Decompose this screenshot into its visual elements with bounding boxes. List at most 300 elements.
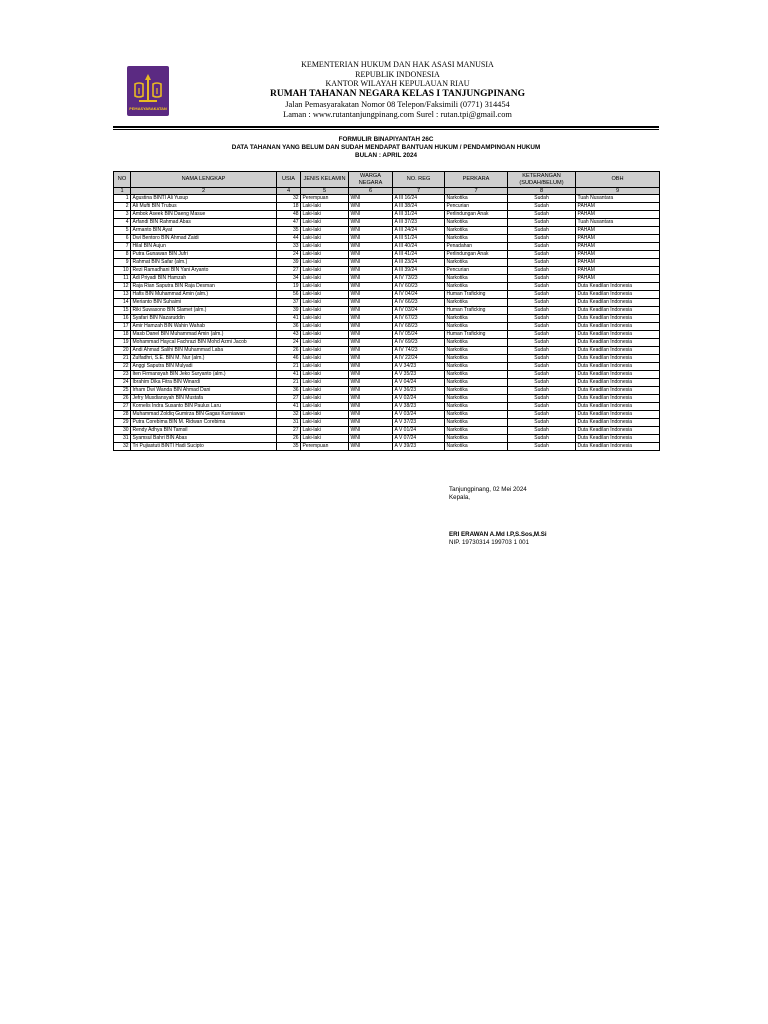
cell-col-no: 7	[114, 243, 131, 251]
cell-col-gender: Laki-laki	[301, 307, 349, 315]
cell-col-case: Narkotika	[445, 283, 508, 291]
cell-col-no: 28	[114, 411, 131, 419]
cell-col-age: 26	[277, 347, 301, 355]
cell-col-obh: Duta Keadilan Indonesia	[576, 355, 660, 363]
cell-col-no: 1	[114, 195, 131, 203]
cell-col-gender: Perempuan	[301, 195, 349, 203]
cell-col-age: 39	[277, 259, 301, 267]
table-row	[114, 227, 660, 235]
cell-col-gender: Laki-laki	[301, 243, 349, 251]
table-row	[114, 219, 660, 227]
table-row	[114, 395, 660, 403]
cell-col-gender: Laki-laki	[301, 299, 349, 307]
contact-line: Laman : www.rutantanjungpinang.com Surel : rutan.tpi@gmail.com	[283, 109, 512, 119]
cell-col-reg: A III 39/24	[393, 267, 445, 275]
cell-col-reg: A V 38/23	[393, 403, 445, 411]
cell-col-no: 2	[114, 203, 131, 211]
cell-col-reg: A V 37/23	[393, 419, 445, 427]
cell-col-obh: Duta Keadilan Indonesia	[576, 339, 660, 347]
cell-col-case: Pencurian	[445, 203, 508, 211]
cell-col-no: 10	[114, 267, 131, 275]
cell-col-no: 16	[114, 315, 131, 323]
cell-col-citizenship: WNI	[349, 371, 393, 379]
cell-col-name: Masb Danel BIN Muhammad Amin (alm.)	[131, 331, 277, 339]
cell-col-citizenship: WNI	[349, 211, 393, 219]
cell-col-case: Narkotika	[445, 403, 508, 411]
cell-col-obh: PAHAM	[576, 251, 660, 259]
cell-col-reg: A IV 74/23	[393, 347, 445, 355]
header-col-status: KETERANGAN (SUDAH/BELUM)	[508, 172, 576, 188]
cell-col-case: Narkotika	[445, 259, 508, 267]
cell-col-citizenship: WNI	[349, 219, 393, 227]
cell-col-citizenship: WNI	[349, 387, 393, 395]
cell-col-case: Narkotika	[445, 355, 508, 363]
cell-col-case: Human Traficking	[445, 291, 508, 299]
cell-col-case: Narkotika	[445, 235, 508, 243]
cell-col-reg: A III 38/24	[393, 203, 445, 211]
cell-col-gender: Laki-laki	[301, 371, 349, 379]
cell-col-name: Ali Mufti BIN Trubus	[131, 203, 277, 211]
cell-col-gender: Laki-laki	[301, 251, 349, 259]
cell-col-status: Sudah	[508, 427, 576, 435]
cell-col-status: Sudah	[508, 195, 576, 203]
cell-col-case: Pencurian	[445, 267, 508, 275]
cell-col-reg: A IV 66/23	[393, 299, 445, 307]
table-row	[114, 299, 660, 307]
cell-col-reg: A III 40/24	[393, 243, 445, 251]
cell-col-no: 12	[114, 283, 131, 291]
cell-col-reg: A IV 67/23	[393, 315, 445, 323]
header-col-no: NO	[114, 172, 131, 188]
cell-col-age: 27	[277, 395, 301, 403]
cell-col-reg: A III 37/23	[393, 219, 445, 227]
cell-col-citizenship: WNI	[349, 251, 393, 259]
cell-col-reg: A V 36/23	[393, 387, 445, 395]
cell-col-obh: Duta Keadilan Indonesia	[576, 299, 660, 307]
detainee-table	[113, 171, 660, 451]
cell-col-age: 41	[277, 315, 301, 323]
cell-col-gender: Laki-laki	[301, 267, 349, 275]
cell-col-obh: Duta Keadilan Indonesia	[576, 323, 660, 331]
cell-col-gender: Laki-laki	[301, 403, 349, 411]
cell-col-reg: A V 04/24	[393, 379, 445, 387]
cell-col-age: 43	[277, 331, 301, 339]
cell-col-gender: Laki-laki	[301, 227, 349, 235]
cell-col-obh: Duta Keadilan Indonesia	[576, 395, 660, 403]
cell-col-name: Arfandi BIN Rahmad Abas	[131, 219, 277, 227]
cell-col-age: 21	[277, 379, 301, 387]
cell-col-obh: Duta Keadilan Indonesia	[576, 427, 660, 435]
cell-col-case: Narkotika	[445, 395, 508, 403]
cell-col-no: 14	[114, 299, 131, 307]
cell-col-no: 23	[114, 371, 131, 379]
cell-col-age: 31	[277, 419, 301, 427]
table-row	[114, 427, 660, 435]
cell-col-citizenship: WNI	[349, 227, 393, 235]
cell-col-reg: A IV 73/23	[393, 275, 445, 283]
table-row	[114, 387, 660, 395]
table-row	[114, 291, 660, 299]
cell-col-no: 29	[114, 419, 131, 427]
cell-col-reg: A V 35/23	[393, 371, 445, 379]
cell-col-age: 36	[277, 387, 301, 395]
cell-col-citizenship: WNI	[349, 283, 393, 291]
cell-col-case: Narkotika	[445, 371, 508, 379]
cell-col-name: Andi Ahmad Salihi BIN Muhammad Laba	[131, 347, 277, 355]
cell-col-reg: A IV 60/23	[393, 283, 445, 291]
table-row	[114, 331, 660, 339]
cell-col-citizenship: WNI	[349, 291, 393, 299]
cell-col-obh: Duta Keadilan Indonesia	[576, 307, 660, 315]
form-title: FORMULIR BINAPIYANTAH 26C	[338, 136, 434, 143]
cell-col-case: Narkotika	[445, 195, 508, 203]
cell-col-age: 36	[277, 323, 301, 331]
cell-col-reg: A III 31/24	[393, 211, 445, 219]
cell-col-age: 19	[277, 283, 301, 291]
ministry-name: KEMENTERIAN HUKUM DAN HAK ASASI MANUSIA	[301, 60, 494, 69]
cell-col-reg: A IV 68/23	[393, 323, 445, 331]
cell-col-case: Narkotika	[445, 227, 508, 235]
cell-col-citizenship: WNI	[349, 267, 393, 275]
cell-col-citizenship: WNI	[349, 395, 393, 403]
cell-col-gender: Laki-laki	[301, 331, 349, 339]
cell-col-name: Irham Dwi Wanda BIN Ahmad Dani	[131, 387, 277, 395]
table-row	[114, 195, 660, 203]
colnum-col-age: 4	[277, 188, 301, 195]
table-row	[114, 339, 660, 347]
cell-col-case: Narkotika	[445, 387, 508, 395]
form-titles	[113, 136, 659, 159]
cell-col-obh: PAHAM	[576, 203, 660, 211]
cell-col-case: Narkotika	[445, 419, 508, 427]
table-row	[114, 323, 660, 331]
address-line: Jalan Pemasyarakatan Nomor 08 Telepon/Faksimili (0771) 314454	[285, 99, 510, 109]
cell-col-age: 35	[277, 227, 301, 235]
cell-col-no: 5	[114, 227, 131, 235]
colnum-col-no: 1	[114, 188, 131, 195]
cell-col-status: Sudah	[508, 267, 576, 275]
cell-col-no: 3	[114, 211, 131, 219]
cell-col-case: Narkotika	[445, 411, 508, 419]
cell-col-obh: Duta Keadilan Indonesia	[576, 347, 660, 355]
cell-col-status: Sudah	[508, 307, 576, 315]
signatory-name: ERI ERAWAN A.Md I.P,S.Sos,M.Si	[449, 531, 547, 538]
cell-col-citizenship: WNI	[349, 331, 393, 339]
cell-col-no: 9	[114, 259, 131, 267]
cell-col-no: 32	[114, 443, 131, 451]
cell-col-obh: Tuah Nusantara	[576, 219, 660, 227]
cell-col-age: 24	[277, 339, 301, 347]
header-col-name: NAMA LENGKAP	[131, 172, 277, 188]
table-body	[114, 195, 660, 451]
cell-col-obh: PAHAM	[576, 267, 660, 275]
colnum-col-obh: 9	[576, 188, 660, 195]
cell-col-reg: A V 01/24	[393, 427, 445, 435]
cell-col-gender: Laki-laki	[301, 259, 349, 267]
table-row	[114, 379, 660, 387]
cell-col-no: 18	[114, 331, 131, 339]
cell-col-obh: Duta Keadilan Indonesia	[576, 283, 660, 291]
table-row	[114, 259, 660, 267]
cell-col-obh: Duta Keadilan Indonesia	[576, 411, 660, 419]
cell-col-age: 32	[277, 411, 301, 419]
cell-col-citizenship: WNI	[349, 307, 393, 315]
cell-col-no: 27	[114, 403, 131, 411]
cell-col-reg: A IV 05/24	[393, 331, 445, 339]
table-row	[114, 283, 660, 291]
country-name: REPUBLIK INDONESIA	[355, 69, 440, 79]
cell-col-age: 39	[277, 307, 301, 315]
table-row	[114, 251, 660, 259]
cell-col-citizenship: WNI	[349, 235, 393, 243]
cell-col-age: 27	[277, 267, 301, 275]
cell-col-no: 8	[114, 251, 131, 259]
cell-col-name: Ambok Aseek BIN Daeng Masue	[131, 211, 277, 219]
cell-col-status: Sudah	[508, 419, 576, 427]
cell-col-name: Amir Hamzah BIN Wahin Wahab	[131, 323, 277, 331]
cell-col-obh: Duta Keadilan Indonesia	[576, 363, 660, 371]
cell-col-status: Sudah	[508, 355, 576, 363]
table-row	[114, 347, 660, 355]
cell-col-gender: Laki-laki	[301, 379, 349, 387]
cell-col-name: Kornelis Indra Susanto BIN Paulus Laru	[131, 403, 277, 411]
regional-office: KANTOR WILAYAH KEPULAUAN RIAU	[325, 79, 470, 89]
table-row	[114, 363, 660, 371]
cell-col-name: Raja Rian Saputra BIN Raja Desman	[131, 283, 277, 291]
cell-col-gender: Laki-laki	[301, 235, 349, 243]
cell-col-no: 30	[114, 427, 131, 435]
cell-col-age: 34	[277, 275, 301, 283]
cell-col-age: 18	[277, 203, 301, 211]
cell-col-no: 13	[114, 291, 131, 299]
cell-col-age: 44	[277, 235, 301, 243]
cell-col-age: 37	[277, 299, 301, 307]
cell-col-age: 41	[277, 403, 301, 411]
cell-col-name: Hilal BIN Aujun	[131, 243, 277, 251]
institution-logo	[127, 66, 169, 116]
cell-col-obh: PAHAM	[576, 275, 660, 283]
cell-col-gender: Laki-laki	[301, 411, 349, 419]
cell-col-case: Narkotika	[445, 299, 508, 307]
cell-col-citizenship: WNI	[349, 443, 393, 451]
header-col-obh: OBH	[576, 172, 660, 188]
cell-col-gender: Laki-laki	[301, 347, 349, 355]
cell-col-citizenship: WNI	[349, 355, 393, 363]
cell-col-obh: Duta Keadilan Indonesia	[576, 291, 660, 299]
letterhead-rule	[113, 126, 659, 128]
cell-col-gender: Laki-laki	[301, 203, 349, 211]
cell-col-obh: Tuah Nusantara	[576, 195, 660, 203]
cell-col-case: Narkotika	[445, 427, 508, 435]
cell-col-obh: Duta Keadilan Indonesia	[576, 435, 660, 443]
table-row	[114, 435, 660, 443]
cell-col-reg: A V 07/24	[393, 435, 445, 443]
cell-col-reg: A V 02/24	[393, 395, 445, 403]
cell-col-status: Sudah	[508, 323, 576, 331]
cell-col-status: Sudah	[508, 259, 576, 267]
table-row	[114, 419, 660, 427]
cell-col-age: 46	[277, 355, 301, 363]
cell-col-status: Sudah	[508, 379, 576, 387]
colnum-col-reg: 7	[393, 188, 445, 195]
cell-col-reg: A V 03/24	[393, 411, 445, 419]
cell-col-gender: Laki-laki	[301, 363, 349, 371]
colnum-col-name: 2	[131, 188, 277, 195]
cell-col-name: Jefry Musdiansyah BIN Mustafa	[131, 395, 277, 403]
cell-col-obh: Duta Keadilan Indonesia	[576, 371, 660, 379]
cell-col-gender: Laki-laki	[301, 355, 349, 363]
cell-col-status: Sudah	[508, 395, 576, 403]
logo-caption: PEMASYARAKATAN	[129, 107, 167, 111]
cell-col-age: 56	[277, 291, 301, 299]
cell-col-gender: Laki-laki	[301, 339, 349, 347]
cell-col-citizenship: WNI	[349, 379, 393, 387]
cell-col-name: Rendy Adhya BIN Tamsil	[131, 427, 277, 435]
form-period: BULAN : APRIL 2024	[355, 151, 417, 159]
sign-place-date: Tanjungpinang, 02 Mei 2024	[449, 486, 527, 493]
cell-col-citizenship: WNI	[349, 275, 393, 283]
cell-col-status: Sudah	[508, 411, 576, 419]
cell-col-age: 47	[277, 219, 301, 227]
institution-name: RUMAH TAHANAN NEGARA KELAS I TANJUNGPINANG	[269, 88, 526, 99]
header-col-age: USIA	[277, 172, 301, 188]
cell-col-age: 21	[277, 363, 301, 371]
cell-col-status: Sudah	[508, 235, 576, 243]
cell-col-age: 41	[277, 371, 301, 379]
cell-col-obh: PAHAM	[576, 227, 660, 235]
cell-col-no: 25	[114, 387, 131, 395]
cell-col-case: Narkotika	[445, 323, 508, 331]
colnum-col-gender: 5	[301, 188, 349, 195]
table-column-number-row	[114, 188, 660, 195]
colnum-col-citizenship: 6	[349, 188, 393, 195]
cell-col-status: Sudah	[508, 363, 576, 371]
cell-col-status: Sudah	[508, 331, 576, 339]
cell-col-status: Sudah	[508, 299, 576, 307]
cell-col-name: Agustina BINTI Ali Yusup	[131, 195, 277, 203]
cell-col-status: Sudah	[508, 315, 576, 323]
cell-col-name: Hafis BIN Muhammad Amin (alm.)	[131, 291, 277, 299]
header-col-case: PERKARA	[445, 172, 508, 188]
form-subtitle: DATA TAHANAN YANG BELUM DAN SUDAH MENDAPAT BANTUAN HUKUM / PENDAMPINGAN HUKUM	[231, 143, 541, 151]
cell-col-gender: Laki-laki	[301, 395, 349, 403]
cell-col-obh: Duta Keadilan Indonesia	[576, 403, 660, 411]
cell-col-citizenship: WNI	[349, 435, 393, 443]
cell-col-status: Sudah	[508, 339, 576, 347]
cell-col-gender: Laki-laki	[301, 387, 349, 395]
header-col-gender: JENIS KELAMIN	[301, 172, 349, 188]
cell-col-age: 48	[277, 211, 301, 219]
cell-col-citizenship: WNI	[349, 203, 393, 211]
cell-col-gender: Laki-laki	[301, 283, 349, 291]
cell-col-citizenship: WNI	[349, 363, 393, 371]
cell-col-name: Rezi Ramadhani BIN Yani Aryanto	[131, 267, 277, 275]
cell-col-name: Tri Pujiastuti BINTI Hadi Sucipto	[131, 443, 277, 451]
cell-col-status: Sudah	[508, 443, 576, 451]
cell-col-gender: Laki-laki	[301, 419, 349, 427]
cell-col-obh: Duta Keadilan Indonesia	[576, 331, 660, 339]
cell-col-case: Penadahan	[445, 243, 508, 251]
cell-col-case: Narkotika	[445, 435, 508, 443]
cell-col-no: 20	[114, 347, 131, 355]
table-row	[114, 267, 660, 275]
table-row	[114, 275, 660, 283]
cell-col-case: Narkotika	[445, 339, 508, 347]
table-row	[114, 443, 660, 451]
cell-col-gender: Laki-laki	[301, 435, 349, 443]
cell-col-gender: Laki-laki	[301, 427, 349, 435]
cell-col-status: Sudah	[508, 435, 576, 443]
cell-col-no: 15	[114, 307, 131, 315]
cell-col-obh: Duta Keadilan Indonesia	[576, 379, 660, 387]
cell-col-citizenship: WNI	[349, 315, 393, 323]
cell-col-reg: A III 23/24	[393, 259, 445, 267]
cell-col-gender: Laki-laki	[301, 315, 349, 323]
cell-col-no: 4	[114, 219, 131, 227]
cell-col-reg: A III 24/24	[393, 227, 445, 235]
table-row	[114, 403, 660, 411]
cell-col-no: 26	[114, 395, 131, 403]
table-row	[114, 355, 660, 363]
cell-col-case: Perlindungan Anak	[445, 251, 508, 259]
pemasyarakatan-emblem-icon	[127, 66, 169, 116]
cell-col-citizenship: WNI	[349, 299, 393, 307]
cell-col-obh: PAHAM	[576, 243, 660, 251]
cell-col-gender: Perempuan	[301, 443, 349, 451]
sign-position: Kepala,	[449, 494, 470, 501]
cell-col-name: Anggi Saputra BIN Mulyadi	[131, 363, 277, 371]
cell-col-citizenship: WNI	[349, 259, 393, 267]
cell-col-gender: Laki-laki	[301, 323, 349, 331]
signatory-nip: NIP. 19730314 199703 1 001	[449, 539, 530, 546]
cell-col-obh: Duta Keadilan Indonesia	[576, 387, 660, 395]
cell-col-citizenship: WNI	[349, 411, 393, 419]
table-header-row	[114, 172, 660, 188]
table-row	[114, 203, 660, 211]
cell-col-obh: PAHAM	[576, 211, 660, 219]
cell-col-no: 21	[114, 355, 131, 363]
table-row	[114, 211, 660, 219]
colnum-col-case: 7	[445, 188, 508, 195]
cell-col-no: 19	[114, 339, 131, 347]
cell-col-citizenship: WNI	[349, 339, 393, 347]
cell-col-gender: Laki-laki	[301, 291, 349, 299]
cell-col-no: 24	[114, 379, 131, 387]
cell-col-case: Narkotika	[445, 219, 508, 227]
cell-col-reg: A IV 03/24	[393, 307, 445, 315]
cell-col-case: Narkotika	[445, 379, 508, 387]
cell-col-gender: Laki-laki	[301, 219, 349, 227]
cell-col-citizenship: WNI	[349, 427, 393, 435]
cell-col-reg: A V 34/23	[393, 363, 445, 371]
cell-col-reg: A IV 69/23	[393, 339, 445, 347]
cell-col-name: Muhammad Zoldiq Gumirza BIN Gagas Kurniawan	[131, 411, 277, 419]
cell-col-obh: PAHAM	[576, 259, 660, 267]
cell-col-no: 31	[114, 435, 131, 443]
cell-col-gender: Laki-laki	[301, 275, 349, 283]
cell-col-status: Sudah	[508, 219, 576, 227]
cell-col-name: Putra Corebima BIN M. Ridwan Corebima	[131, 419, 277, 427]
cell-col-name: Iten Firmansyah BIN Jeko Suryanto (alm.)	[131, 371, 277, 379]
cell-col-status: Sudah	[508, 371, 576, 379]
table-row	[114, 411, 660, 419]
cell-col-case: Perlindungan Anak	[445, 211, 508, 219]
cell-col-name: Riki Suwasono BIN Slamet (alm.)	[131, 307, 277, 315]
cell-col-no: 6	[114, 235, 131, 243]
cell-col-status: Sudah	[508, 243, 576, 251]
cell-col-reg: A IV 04/24	[393, 291, 445, 299]
cell-col-status: Sudah	[508, 275, 576, 283]
